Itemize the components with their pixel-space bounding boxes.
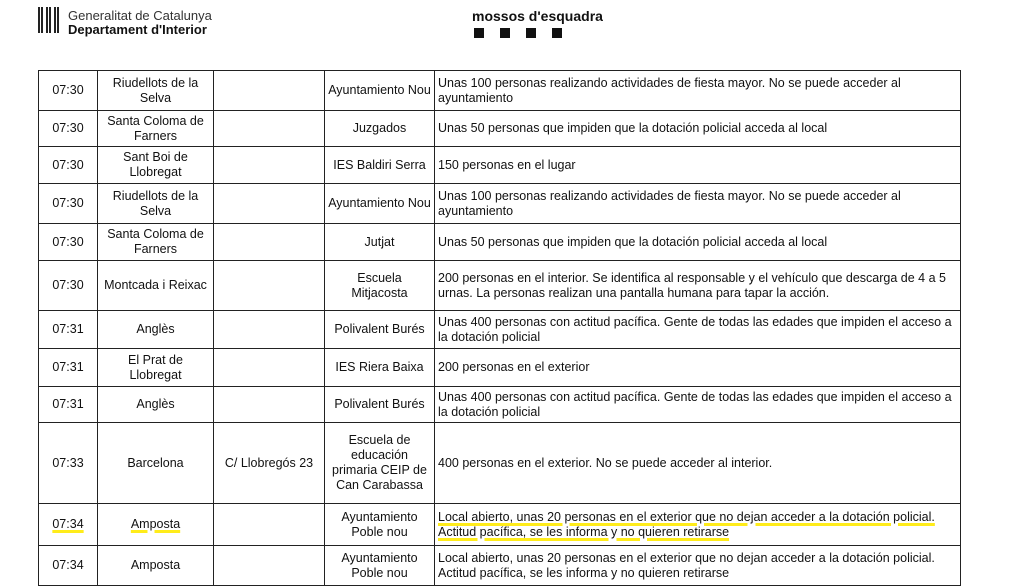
town-cell: Amposta [98, 546, 214, 586]
town-cell: Amposta [98, 504, 214, 546]
town-cell: Montcada i Reixac [98, 261, 214, 311]
time-cell: 07:30 [39, 71, 98, 111]
description-cell: Unas 50 personas que impiden que la dotación policial acceda al local [435, 111, 961, 147]
town-cell: Riudellots de la Selva [98, 184, 214, 224]
town-cell: Barcelona [98, 423, 214, 504]
place-cell: Escuela de educación primaria CEIP de Can Carabassa [325, 423, 435, 504]
place-cell: Ayuntamiento Poble nou [325, 546, 435, 586]
description-cell: 200 personas en el exterior [435, 349, 961, 387]
address-cell [214, 261, 325, 311]
description-cell: Unas 50 personas que impiden que la dotación policial acceda al local [435, 224, 961, 261]
place-cell: Ayuntamiento Nou [325, 184, 435, 224]
time-cell: 07:31 [39, 311, 98, 349]
address-cell [214, 224, 325, 261]
address-cell [214, 349, 325, 387]
table-row [39, 224, 961, 261]
town-cell: Santa Coloma de Farners [98, 224, 214, 261]
generalitat-logo-icon [38, 7, 60, 33]
address-cell [214, 184, 325, 224]
time-cell: 07:30 [39, 147, 98, 184]
table-row [39, 546, 961, 586]
description-cell: Unas 100 personas realizando actividades de fiesta mayor. No se puede acceder al ayuntamiento [435, 184, 961, 224]
place-cell: IES Baldiri Serra [325, 147, 435, 184]
brand-name: mossos d'esquadra [472, 8, 603, 24]
address-cell [214, 71, 325, 111]
time-cell: 07:31 [39, 349, 98, 387]
time-cell: 07:30 [39, 184, 98, 224]
description-cell: Local abierto, unas 20 personas en el exterior que no dejan acceder a la dotación policial. Actitud pacífica, se les informa y no quieren retirarse [435, 504, 961, 546]
address-cell: C/ Llobregós 23 [214, 423, 325, 504]
table-row [39, 311, 961, 349]
description-cell: Unas 400 personas con actitud pacífica. Gente de todas las edades que impiden el acceso a la dotación policial [435, 387, 961, 423]
town-cell: Santa Coloma de Farners [98, 111, 214, 147]
table-row [39, 71, 961, 111]
description-cell: Unas 100 personas realizando actividades de fiesta mayor. No se puede acceder al ayuntamiento [435, 71, 961, 111]
table-row [39, 387, 961, 423]
description-cell: Local abierto, unas 20 personas en el exterior que no dejan acceder a la dotación policial. Actitud pacífica, se les informa y no quieren retirarse [435, 546, 961, 586]
place-cell: IES Riera Baixa [325, 349, 435, 387]
incident-table [38, 70, 961, 586]
town-cell: Sant Boi de Llobregat [98, 147, 214, 184]
town-cell: Riudellots de la Selva [98, 71, 214, 111]
place-cell: Escuela Mitjacosta [325, 261, 435, 311]
address-cell [214, 504, 325, 546]
place-cell: Ayuntamiento Poble nou [325, 504, 435, 546]
brand-squares-icon [474, 28, 562, 38]
time-cell: 07:34 [39, 504, 98, 546]
place-cell: Juzgados [325, 111, 435, 147]
place-cell: Polivalent Burés [325, 311, 435, 349]
time-cell: 07:34 [39, 546, 98, 586]
table-row [39, 504, 961, 546]
department-name: Departament d'Interior [68, 22, 207, 37]
address-cell [214, 147, 325, 184]
time-cell: 07:30 [39, 224, 98, 261]
table-row [39, 423, 961, 504]
address-cell [214, 546, 325, 586]
address-cell [214, 111, 325, 147]
address-cell [214, 311, 325, 349]
town-cell: El Prat de Llobregat [98, 349, 214, 387]
description-cell: 400 personas en el exterior. No se puede acceder al interior. [435, 423, 961, 504]
table-row [39, 111, 961, 147]
time-cell: 07:30 [39, 111, 98, 147]
description-cell: 150 personas en el lugar [435, 147, 961, 184]
table-row [39, 261, 961, 311]
table-row [39, 147, 961, 184]
place-cell: Polivalent Burés [325, 387, 435, 423]
time-cell: 07:33 [39, 423, 98, 504]
org-name: Generalitat de Catalunya [68, 8, 212, 23]
table-row [39, 184, 961, 224]
address-cell [214, 387, 325, 423]
place-cell: Jutjat [325, 224, 435, 261]
description-cell: Unas 400 personas con actitud pacífica. Gente de todas las edades que impiden el acceso a la dotación policial [435, 311, 961, 349]
town-cell: Anglès [98, 311, 214, 349]
time-cell: 07:30 [39, 261, 98, 311]
table-row [39, 349, 961, 387]
time-cell: 07:31 [39, 387, 98, 423]
place-cell: Ayuntamiento Nou [325, 71, 435, 111]
town-cell: Anglès [98, 387, 214, 423]
description-cell: 200 personas en el interior. Se identifica al responsable y el vehículo que descarga de 4 a 5 urnas. La personas realizan una pantalla humana para tapar la acción. [435, 261, 961, 311]
